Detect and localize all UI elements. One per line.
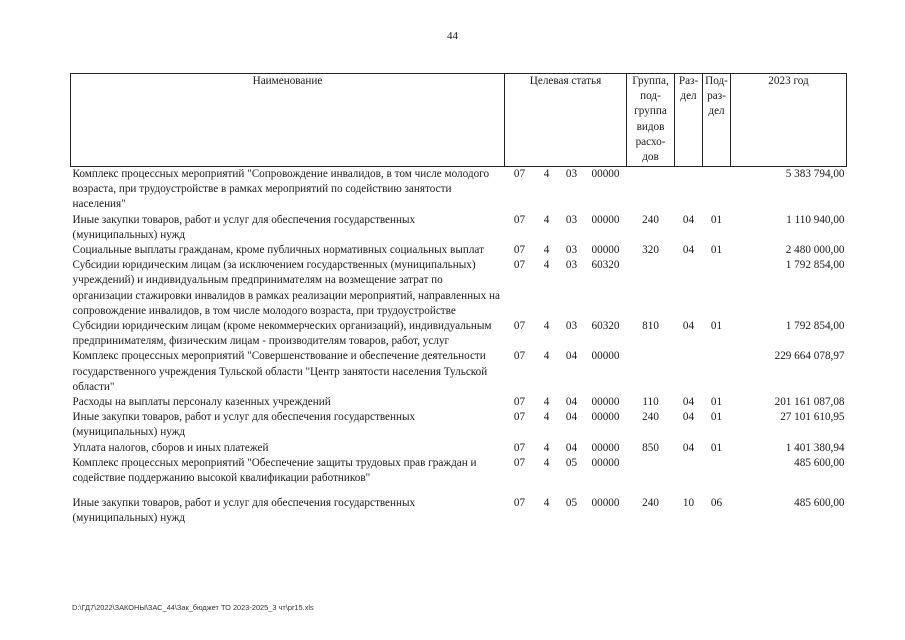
cell-c2: 4 xyxy=(543,244,550,257)
file-path-footer: D:\ГД7\2022\ЗАКОНЫ\ЗАС_44\Зак_бюджет ТО 2023-2025_3 чт\pr15.xls xyxy=(72,603,314,612)
budget-table xyxy=(70,73,847,527)
table-header-row xyxy=(71,74,847,167)
cell-c2: 4 xyxy=(543,441,550,454)
cell-grp: 240 xyxy=(642,497,659,510)
cell-sub: 01 xyxy=(710,213,723,226)
cell-sub: 01 xyxy=(710,396,723,409)
page-number: 44 xyxy=(447,30,458,42)
cell-c3: 05 xyxy=(565,456,578,469)
cell-c3: 05 xyxy=(565,497,578,510)
cell-name: Комплекс процессных мероприятий "Обеспечение защиты трудовых прав граждан и содействие поддержанию высокой квалификации работников" xyxy=(72,456,477,485)
cell-amount: 1 110 940,00 xyxy=(786,213,845,226)
cell-name: Иные закупки товаров, работ и услуг для обеспечения государственных (муниципальных) нужд xyxy=(72,411,416,439)
cell-c2: 4 xyxy=(543,456,550,469)
table-row xyxy=(71,496,847,526)
cell-c1: 07 xyxy=(513,259,526,272)
cell-c1: 07 xyxy=(513,441,526,454)
cell-sub xyxy=(703,258,731,319)
cell-c1: 07 xyxy=(513,168,526,180)
cell-c4: 00000 xyxy=(591,168,620,180)
cell-c2: 4 xyxy=(543,411,550,424)
cell-c2: 4 xyxy=(543,396,550,409)
cell-c2: 4 xyxy=(543,213,550,226)
cell-amount: 229 664 078,97 xyxy=(774,350,845,363)
cell-c3: 03 xyxy=(565,213,578,226)
cell-amount: 2 480 000,00 xyxy=(785,244,845,257)
table-row xyxy=(71,243,847,258)
cell-c3: 04 xyxy=(565,396,578,409)
cell-sec xyxy=(675,167,703,213)
table-row xyxy=(71,258,847,319)
table-row xyxy=(71,441,847,456)
cell-sub: 01 xyxy=(710,244,723,257)
cell-amount: 1 792 854,00 xyxy=(785,320,845,333)
spacer-row xyxy=(71,486,847,496)
cell-name: Иные закупки товаров, работ и услуг для обеспечения государственных (муниципальных) нужд xyxy=(72,497,416,525)
cell-c3: 04 xyxy=(565,350,578,363)
header-subsection: Под-раз-дел xyxy=(703,74,731,167)
cell-name: Иные закупки товаров, работ и услуг для обеспечения государственных (муниципальных) нужд xyxy=(72,213,416,241)
cell-name: Социальные выплаты гражданам, кроме публичных нормативных социальных выплат xyxy=(72,244,484,257)
cell-c1: 07 xyxy=(513,213,526,226)
header-target: Целевая статья xyxy=(505,74,627,167)
cell-amount: 1 401 380,94 xyxy=(785,441,845,454)
cell-grp xyxy=(627,349,675,395)
cell-name: Уплата налогов, сборов и иных платежей xyxy=(72,441,269,454)
cell-c3: 03 xyxy=(565,244,578,257)
spacer-cell xyxy=(71,486,847,496)
cell-amount: 27 101 610,95 xyxy=(780,411,845,424)
cell-c1: 07 xyxy=(513,411,526,424)
cell-sub: 01 xyxy=(710,411,723,424)
cell-c2: 4 xyxy=(543,497,550,510)
table-row xyxy=(71,349,847,395)
cell-name: Комплекс процессных мероприятий "Совершенствование и обеспечение деятельности государственного учреждения Тульской области "Центр занятости населения Тульской области" xyxy=(72,350,488,393)
cell-c1: 07 xyxy=(513,456,526,469)
cell-c1: 07 xyxy=(513,244,526,257)
cell-sec: 04 xyxy=(682,244,695,257)
cell-amount: 485 600,00 xyxy=(794,456,845,469)
cell-c4: 00000 xyxy=(591,244,620,257)
cell-grp xyxy=(627,258,675,319)
cell-c1: 07 xyxy=(513,320,526,333)
table-row xyxy=(71,167,847,213)
cell-sec: 04 xyxy=(682,320,695,333)
cell-c4: 00000 xyxy=(591,411,620,424)
cell-c4: 00000 xyxy=(591,441,620,454)
cell-sub xyxy=(703,349,731,395)
header-name: Наименование xyxy=(71,74,505,167)
cell-grp: 810 xyxy=(642,320,659,333)
cell-sub xyxy=(703,167,731,213)
cell-c1: 07 xyxy=(513,497,526,510)
cell-c2: 4 xyxy=(543,320,550,333)
cell-c4: 00000 xyxy=(591,213,620,226)
cell-c1: 07 xyxy=(513,350,526,363)
cell-c3: 03 xyxy=(565,168,578,180)
cell-grp: 320 xyxy=(642,244,659,257)
cell-sec xyxy=(675,349,703,395)
header-section: Раз-дел xyxy=(675,74,703,167)
cell-name: Субсидии юридическим лицам (за исключением государственных (муниципальных) учреждений) и индивидуальным предпринимателям на возмещение затрат по организации стажировки инвалидов в рамках реализации мероприятий, направленных на сопровождение инвалидов, в том числе молодого возраста, при трудоустройстве xyxy=(72,259,500,317)
cell-c3: 04 xyxy=(565,411,578,424)
cell-amount: 5 383 794,00 xyxy=(785,168,845,180)
cell-name: Субсидии юридическим лицам (кроме некоммерческих организаций), индивидуальным предпринимателям, физическим лицам - производителям товаров, работ, услуг xyxy=(72,320,492,348)
cell-name: Расходы на выплаты персоналу казенных учреждений xyxy=(72,396,331,409)
table-row xyxy=(71,213,847,243)
cell-sec xyxy=(675,258,703,319)
cell-sub xyxy=(703,456,731,486)
cell-c3: 03 xyxy=(565,320,578,333)
cell-sec: 04 xyxy=(682,411,695,424)
cell-amount: 201 161 087,08 xyxy=(774,396,845,409)
cell-c3: 04 xyxy=(565,441,578,454)
table-row xyxy=(71,319,847,349)
header-group: Группа, под-группа видов расхо-дов xyxy=(627,74,675,167)
cell-c4: 00000 xyxy=(591,350,620,363)
cell-sec: 10 xyxy=(682,497,695,510)
cell-sec: 04 xyxy=(682,441,695,454)
cell-c4: 00000 xyxy=(591,456,620,469)
cell-grp: 240 xyxy=(642,411,659,424)
cell-c4: 00000 xyxy=(591,497,620,510)
table-row xyxy=(71,395,847,410)
cell-grp xyxy=(627,456,675,486)
cell-sub: 01 xyxy=(710,320,723,333)
cell-amount: 1 792 854,00 xyxy=(785,259,845,272)
cell-sub: 01 xyxy=(710,441,723,454)
cell-sec xyxy=(675,456,703,486)
cell-c4: 60320 xyxy=(591,259,620,272)
cell-sec: 04 xyxy=(682,396,695,409)
cell-sub: 06 xyxy=(710,497,723,510)
cell-grp: 240 xyxy=(642,213,659,226)
cell-c4: 00000 xyxy=(591,396,620,409)
cell-c2: 4 xyxy=(543,350,550,363)
cell-sec: 04 xyxy=(682,213,695,226)
cell-grp: 110 xyxy=(642,396,659,409)
cell-c4: 60320 xyxy=(591,320,620,333)
cell-name: Комплекс процессных мероприятий "Сопровождение инвалидов, в том числе молодого возраста, при трудоустройстве в рамках мероприятий по содействию занятости населения" xyxy=(72,168,490,211)
table-row xyxy=(71,456,847,486)
header-amount: 2023 год xyxy=(731,74,847,167)
cell-c1: 07 xyxy=(513,396,526,409)
table-body xyxy=(71,167,847,527)
cell-c3: 03 xyxy=(565,259,578,272)
table-row xyxy=(71,410,847,440)
cell-c2: 4 xyxy=(543,259,550,272)
cell-c2: 4 xyxy=(543,168,550,180)
cell-grp xyxy=(627,167,675,213)
cell-grp: 850 xyxy=(642,441,659,454)
cell-amount: 485 600,00 xyxy=(794,497,845,510)
